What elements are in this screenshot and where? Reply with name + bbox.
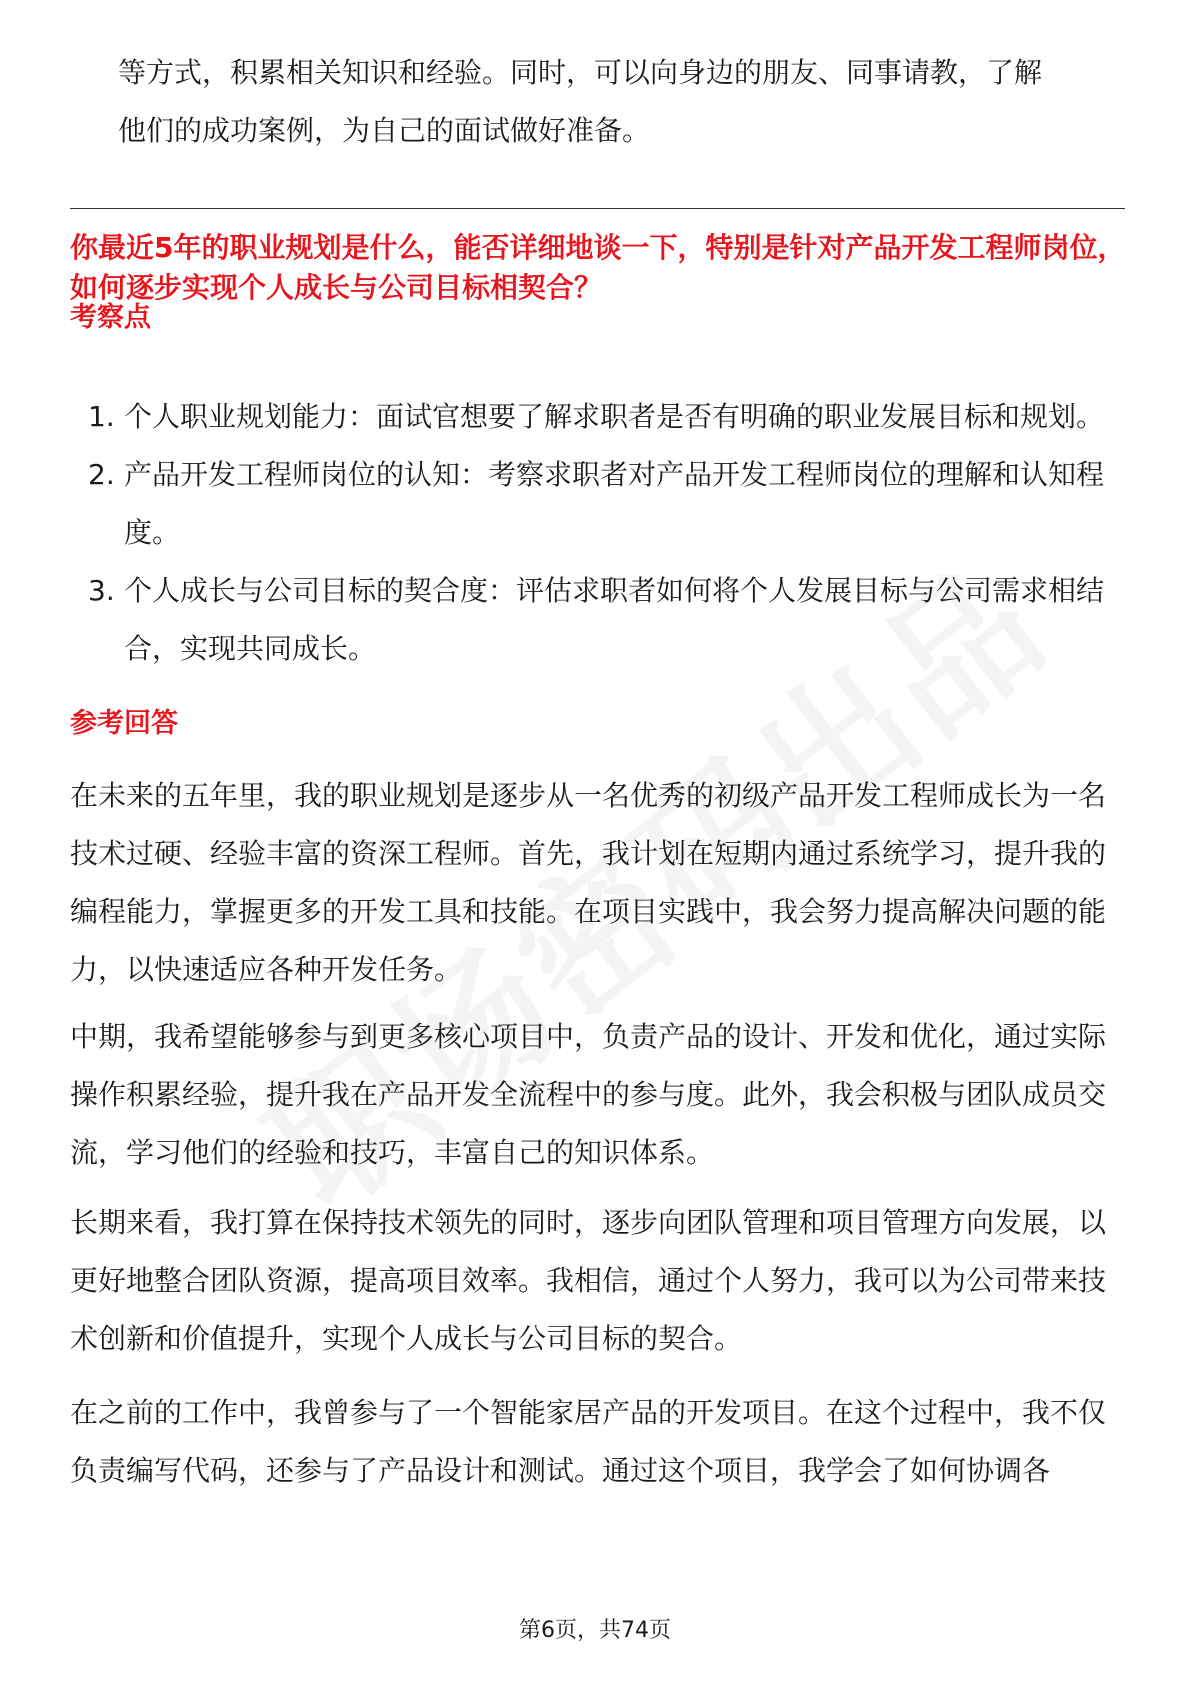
section-divider — [70, 208, 1125, 209]
list-item — [70, 388, 1130, 446]
list-item — [70, 562, 1130, 678]
assessment-points-list — [70, 388, 1130, 678]
list-item — [70, 446, 1130, 562]
list-item-text: 产品开发工程师岗位的认知：考察求职者对产品开发工程师岗位的理解和认知程度。 — [124, 458, 1105, 549]
answer-paragraph: 长期来看，我打算在保持技术领先的同时，逐步向团队管理和项目管理方向发展，以更好地整合团队资源，提高项目效率。我相信，通过个人努力，我可以为公司带来技术创新和价值提升，实现个人成长与公司目标的契合。 — [70, 1206, 1107, 1355]
list-item-text: 个人成长与公司目标的契合度：评估求职者如何将个人发展目标与公司需求相结合，实现共同成长。 — [124, 574, 1105, 665]
answer-paragraph: 在之前的工作中，我曾参与了一个智能家居产品的开发项目。在这个过程中，我不仅负责编写代码，还参与了产品设计和测试。通过这个项目，我学会了如何协调各 — [70, 1396, 1107, 1487]
list-item-number: 3. — [88, 574, 115, 607]
list-item-number: 2. — [88, 458, 115, 491]
answer-paragraph: 中期，我希望能够参与到更多核心项目中，负责产品的设计、开发和优化，通过实际操作积累经验，提升我在产品开发全流程中的参与度。此外，我会积极与团队成员交流，学习他们的经验和技巧，丰富自己的知识体系。 — [70, 1020, 1107, 1169]
question-title: 你最近5年的职业规划是什么，能否详细地谈一下，特别是针对产品开发工程师岗位，如何逐步实现个人成长与公司目标相契合？ — [70, 231, 1126, 304]
assessment-heading: 考察点 — [70, 302, 151, 333]
list-item-number: 1. — [88, 400, 115, 433]
answer-heading: 参考回答 — [70, 708, 178, 739]
list-item-text: 个人职业规划能力：面试官想要了解求职者是否有明确的职业发展目标和规划。 — [124, 400, 1105, 433]
intro-paragraph: 等方式，积累相关知识和经验。同时，可以向身边的朋友、同事请教，了解他们的成功案例，为自己的面试做好准备。 — [118, 56, 1043, 147]
page-number: 第6页，共74页 — [519, 1618, 671, 1643]
answer-paragraph: 在未来的五年里，我的职业规划是逐步从一名优秀的初级产品开发工程师成长为一名技术过硬、经验丰富的资深工程师。首先，我计划在短期内通过系统学习，提升我的编程能力，掌握更多的开发工具和技能。在项目实践中，我会努力提高解决问题的能力，以快速适应各种开发任务。 — [70, 779, 1107, 986]
